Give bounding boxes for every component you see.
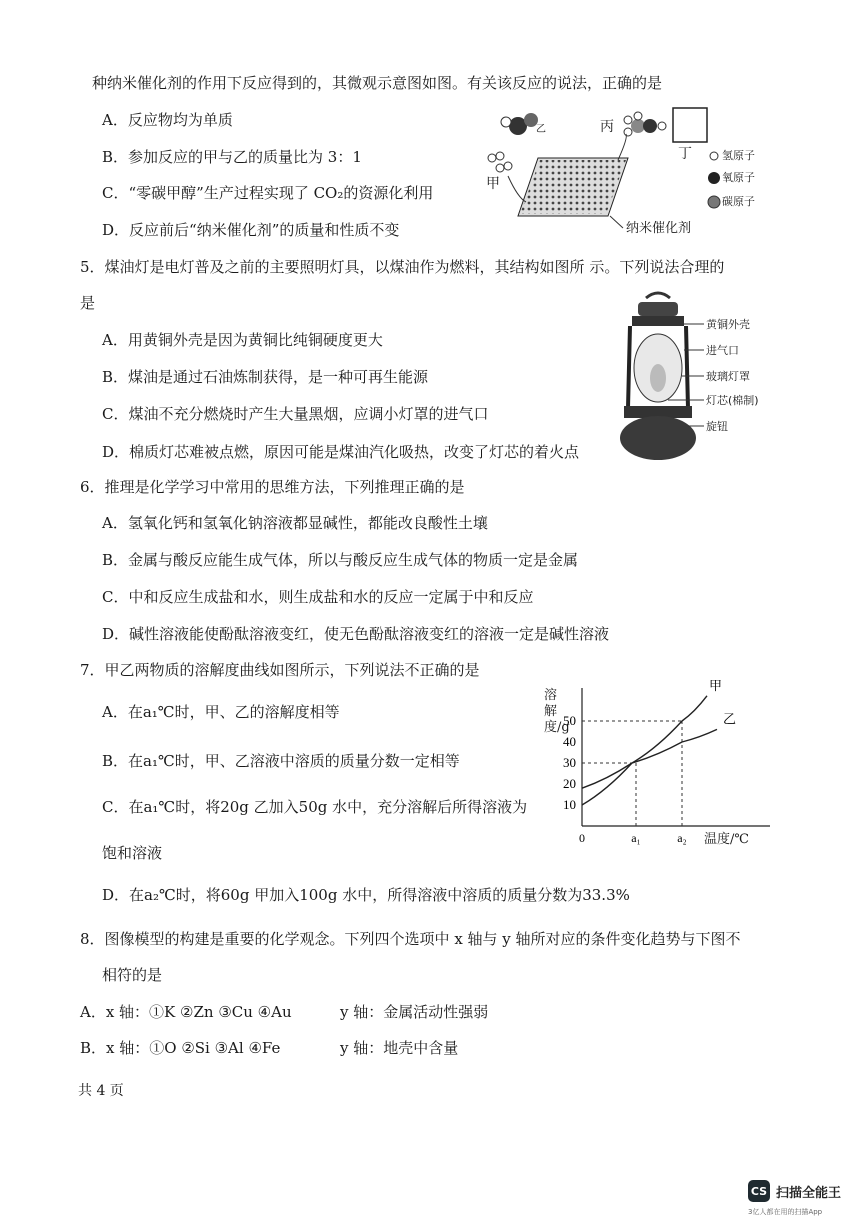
q5-stem-line2: 是 [80,294,96,312]
chart-x-tick-label: a₁ [631,831,641,845]
lamp-label-knob: 旋钮 [706,420,728,433]
q6-option-a: A．氢氧化钙和氢氧化钠溶液都显碱性，都能改良酸性土壤 [102,514,488,532]
scanner-badge-icon: CS [748,1180,770,1202]
molecule-ding-box [673,108,707,142]
q5-stem-line1: 5．煤油灯是电灯普及之前的主要照明灯具，以煤油作为燃料，其结构如图所 示。下列说法合理的 [80,258,725,276]
legend-oxygen-label: 氧原子 [722,171,755,184]
legend-hydrogen-icon [710,152,718,160]
page-count: 共 4 页 [78,1083,124,1099]
q6-option-b: B．金属与酸反应能生成气体，所以与酸反应生成气体的物质一定是金属 [102,551,579,569]
chart-x-tick-label: a₂ [677,831,687,845]
scanner-tagline: 3亿人都在用的扫描App [748,1208,823,1216]
q8-option-a-y: y 轴：金属活动性强弱 [340,1003,489,1021]
molecule-bing-atom [624,128,632,136]
q7-option-c-line2: 饱和溶液 [102,844,163,862]
q5-option-b: B．煤油是通过石油炼制获得，是一种可再生能源 [102,368,429,386]
lamp-label-glass: 玻璃灯罩 [706,370,750,383]
chart-ylabel: 溶解度/g [544,688,570,735]
q4-stem: 种纳米催化剂的作用下反应得到的，其微观示意图如图。有关该反应的说法，正确的是 [92,74,663,92]
scanner-logo [748,1180,841,1202]
molecule-jia-atom [488,154,496,162]
solubility-chart [538,680,778,855]
q5-option-a: A．用黄铜外壳是因为黄铜比纯铜硬度更大 [102,331,383,349]
curve-jia [582,696,707,805]
lamp-label-air-inlet: 进气口 [706,344,739,357]
chart-y-tick-label: 30 [563,755,576,770]
q5-option-c: C．煤油不充分燃烧时产生大量黑烟，应调小灯罩的进气口 [102,405,489,423]
q4-option-a: A．反应物均为单质 [102,111,233,129]
q8-option-b-y: y 轴：地壳中含量 [340,1039,459,1057]
solubility-chart-svg [538,680,778,855]
q6-option-c: C．中和反应生成盐和水，则生成盐和水的反应一定属于中和反应 [102,588,534,606]
molecule-jia-atom [504,162,512,170]
q7-option-d: D．在a₂℃时，将60g 甲加入100g 水中，所得溶液中溶质的质量分数为33.3% [102,886,630,904]
q8-option-b-x: B．x 轴：①O ②Si ③Al ④Fe [80,1039,281,1057]
label-yi: 乙 [536,124,546,135]
chart-y-tick-label: 50 [563,713,576,728]
molecule-bing-atom [634,112,642,120]
molecule-bing-atom [631,119,645,133]
curve-yi [582,729,717,788]
q7-stem: 7．甲乙两物质的溶解度曲线如图所示，下列说法不正确的是 [80,661,480,679]
q7-option-b: B．在a₁℃时，甲、乙溶液中溶质的质量分数一定相等 [102,752,460,770]
curve-label-yi: 乙 [723,711,737,727]
q7-option-a: A．在a₁℃时，甲、乙的溶解度相等 [102,703,340,721]
label-jia: 甲 [486,176,500,192]
label-catalyst: 纳米催化剂 [626,221,692,236]
legend-carbon-icon [708,196,720,208]
label-ding: 丁 [678,146,692,162]
q8-option-a-x: A．x 轴：①K ②Zn ③Cu ④Au [80,1003,292,1021]
chart-y-tick-label: 10 [563,797,576,812]
molecule-bing-atom [624,116,632,124]
q6-option-d: D．碱性溶液能使酚酞溶液变红，使无色酚酞溶液变红的溶液一定是碱性溶液 [102,625,610,643]
lamp-label-wick: 灯芯(棉制) [706,394,759,407]
q4-option-b: B．参加反应的甲与乙的质量比为 3：1 [102,148,362,166]
q7-option-c-line1: C．在a₁℃时，将20g 乙加入50g 水中，充分溶解后所得溶液为 [102,798,528,816]
reaction-diagram [478,98,778,238]
q6-stem: 6．推理是化学学习中常用的思维方法，下列推理正确的是 [80,478,465,496]
label-bing: 丙 [600,119,614,135]
q4-option-c: C．“零碳甲醇”生产过程实现了 CO₂的资源化利用 [102,184,434,202]
molecule-jia-atom [496,164,504,172]
kerosene-lamp-figure [618,288,798,468]
chart-y-tick-label: 20 [563,776,576,791]
legend-oxygen-icon [708,172,720,184]
catalyst-pointer [610,216,623,228]
molecule-bing-atom [643,119,657,133]
q8-stem-line1: 8．图像模型的构建是重要的化学观念。下列四个选项中 x 轴与 y 轴所对应的条件变化趋势与下图不 [80,930,741,948]
scanner-name: 扫描全能王 [776,1185,842,1201]
molecule-bing-atom [658,122,666,130]
molecule-yi-atom [501,117,511,127]
q5-option-d: D．棉质灯芯难被点燃，原因可能是煤油汽化吸热，改变了灯芯的着火点 [102,443,580,461]
q4-option-d: D．反应前后“纳米催化剂”的质量和性质不变 [102,221,400,239]
chart-y-tick-label: 40 [563,734,576,749]
arrow-out [618,134,626,160]
lamp-label-shell: 黄铜外壳 [706,318,750,331]
legend-carbon-label: 碳原子 [722,195,755,208]
legend-hydrogen-label: 氢原子 [722,149,755,162]
curve-label-jia: 甲 [709,680,723,693]
arrow-in [508,176,526,202]
chart-xlabel: 温度/℃ [704,832,749,847]
molecule-jia-atom [496,152,504,160]
chart-x-tick-label: 0 [579,831,585,845]
q8-stem-line2: 相符的是 [102,966,163,984]
